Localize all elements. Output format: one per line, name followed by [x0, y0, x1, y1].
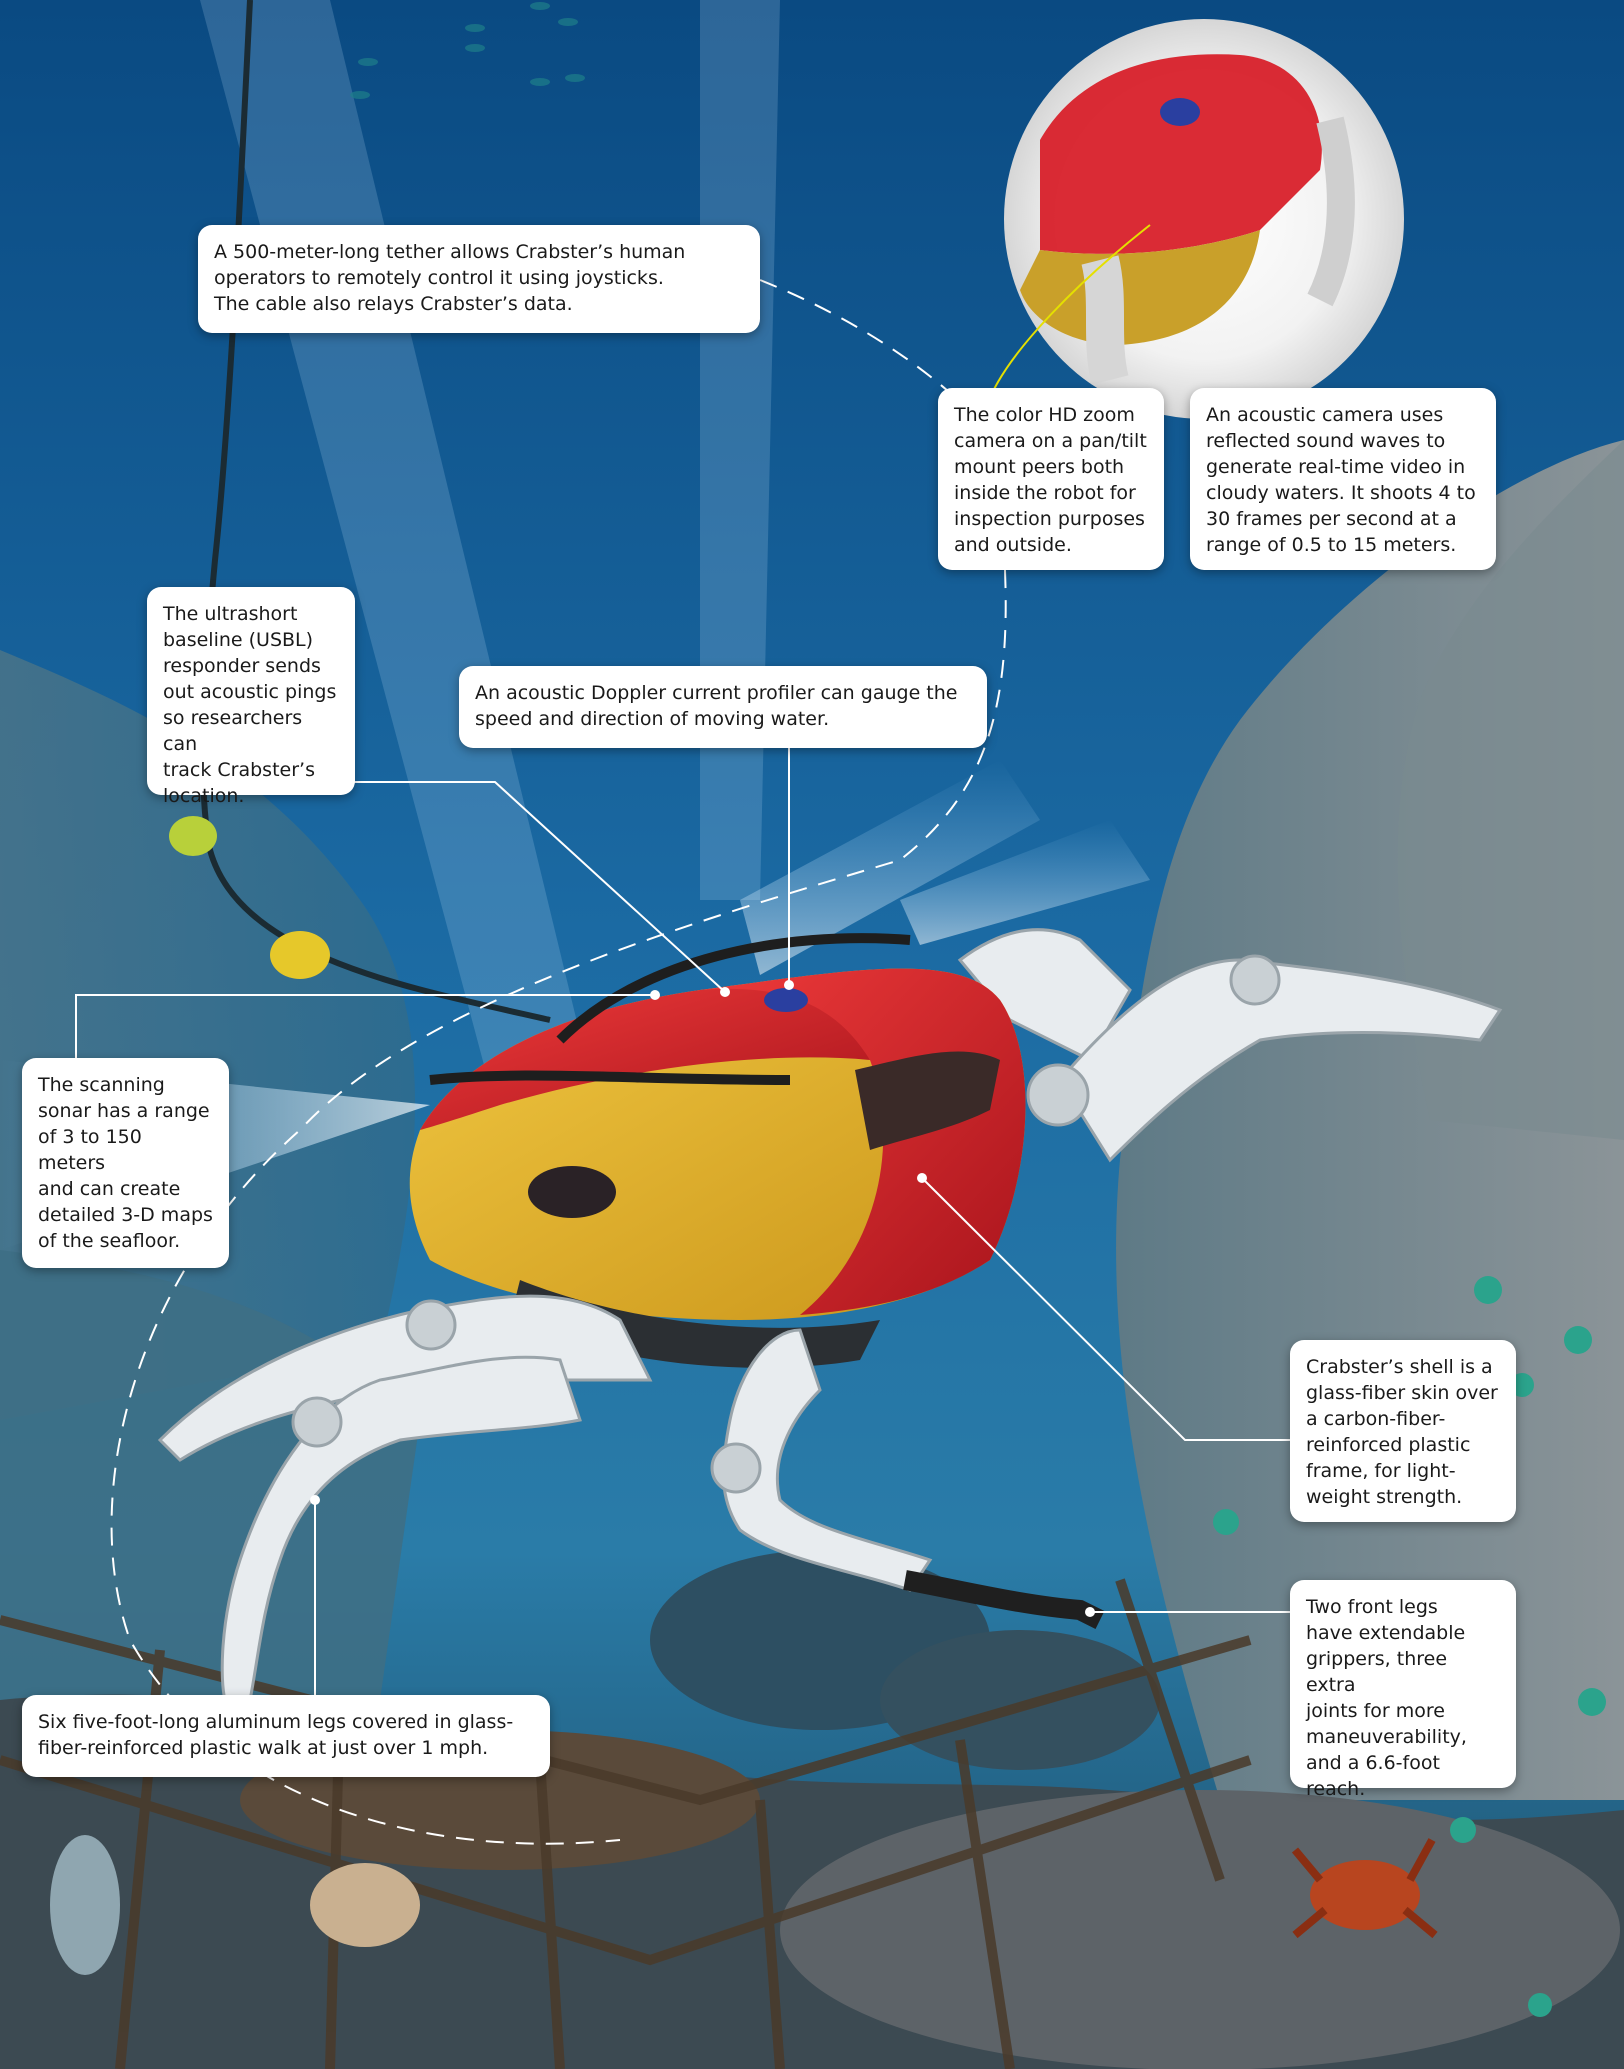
- callout-tether: A 500-meter-long tether allows Crabster’s human operators to remotely control it using joysticks. The cable also relays Crabster’s data.: [198, 225, 760, 333]
- callout-shell: Crabster’s shell is a glass-fiber skin over a carbon-fiber- reinforced plastic frame, for light- weight strength.: [1290, 1340, 1516, 1522]
- tether-float: [169, 816, 217, 856]
- callout-usbl: The ultrashort baseline (USBL) responder sends out acoustic pings so researchers can track Crabster’s location.: [147, 587, 355, 795]
- callout-sonar: The scanning sonar has a range of 3 to 150 meters and can create detailed 3-D maps of the seafloor.: [22, 1058, 229, 1268]
- callout-legs: Six five-foot-long aluminum legs covered in glass- fiber-reinforced plastic walk at just over 1 mph.: [22, 1695, 550, 1777]
- callout-acoustic-camera: An acoustic camera uses reflected sound waves to generate real-time video in cloudy waters. It shoots 4 to 30 frames per second at a range of 0.5 to 15 meters.: [1190, 388, 1496, 570]
- callout-hd-camera: The color HD zoom camera on a pan/tilt mount peers both inside the robot for inspection purposes and outside.: [938, 388, 1164, 570]
- callout-front-legs: Two front legs have extendable grippers, three extra joints for more maneuverability, and a 6.6-foot reach.: [1290, 1580, 1516, 1788]
- tether-float: [270, 931, 330, 979]
- boulder: [880, 1630, 1160, 1770]
- camera-detail-inset: [1004, 19, 1404, 419]
- callout-doppler: An acoustic Doppler current profiler can gauge the speed and direction of moving water.: [459, 666, 987, 748]
